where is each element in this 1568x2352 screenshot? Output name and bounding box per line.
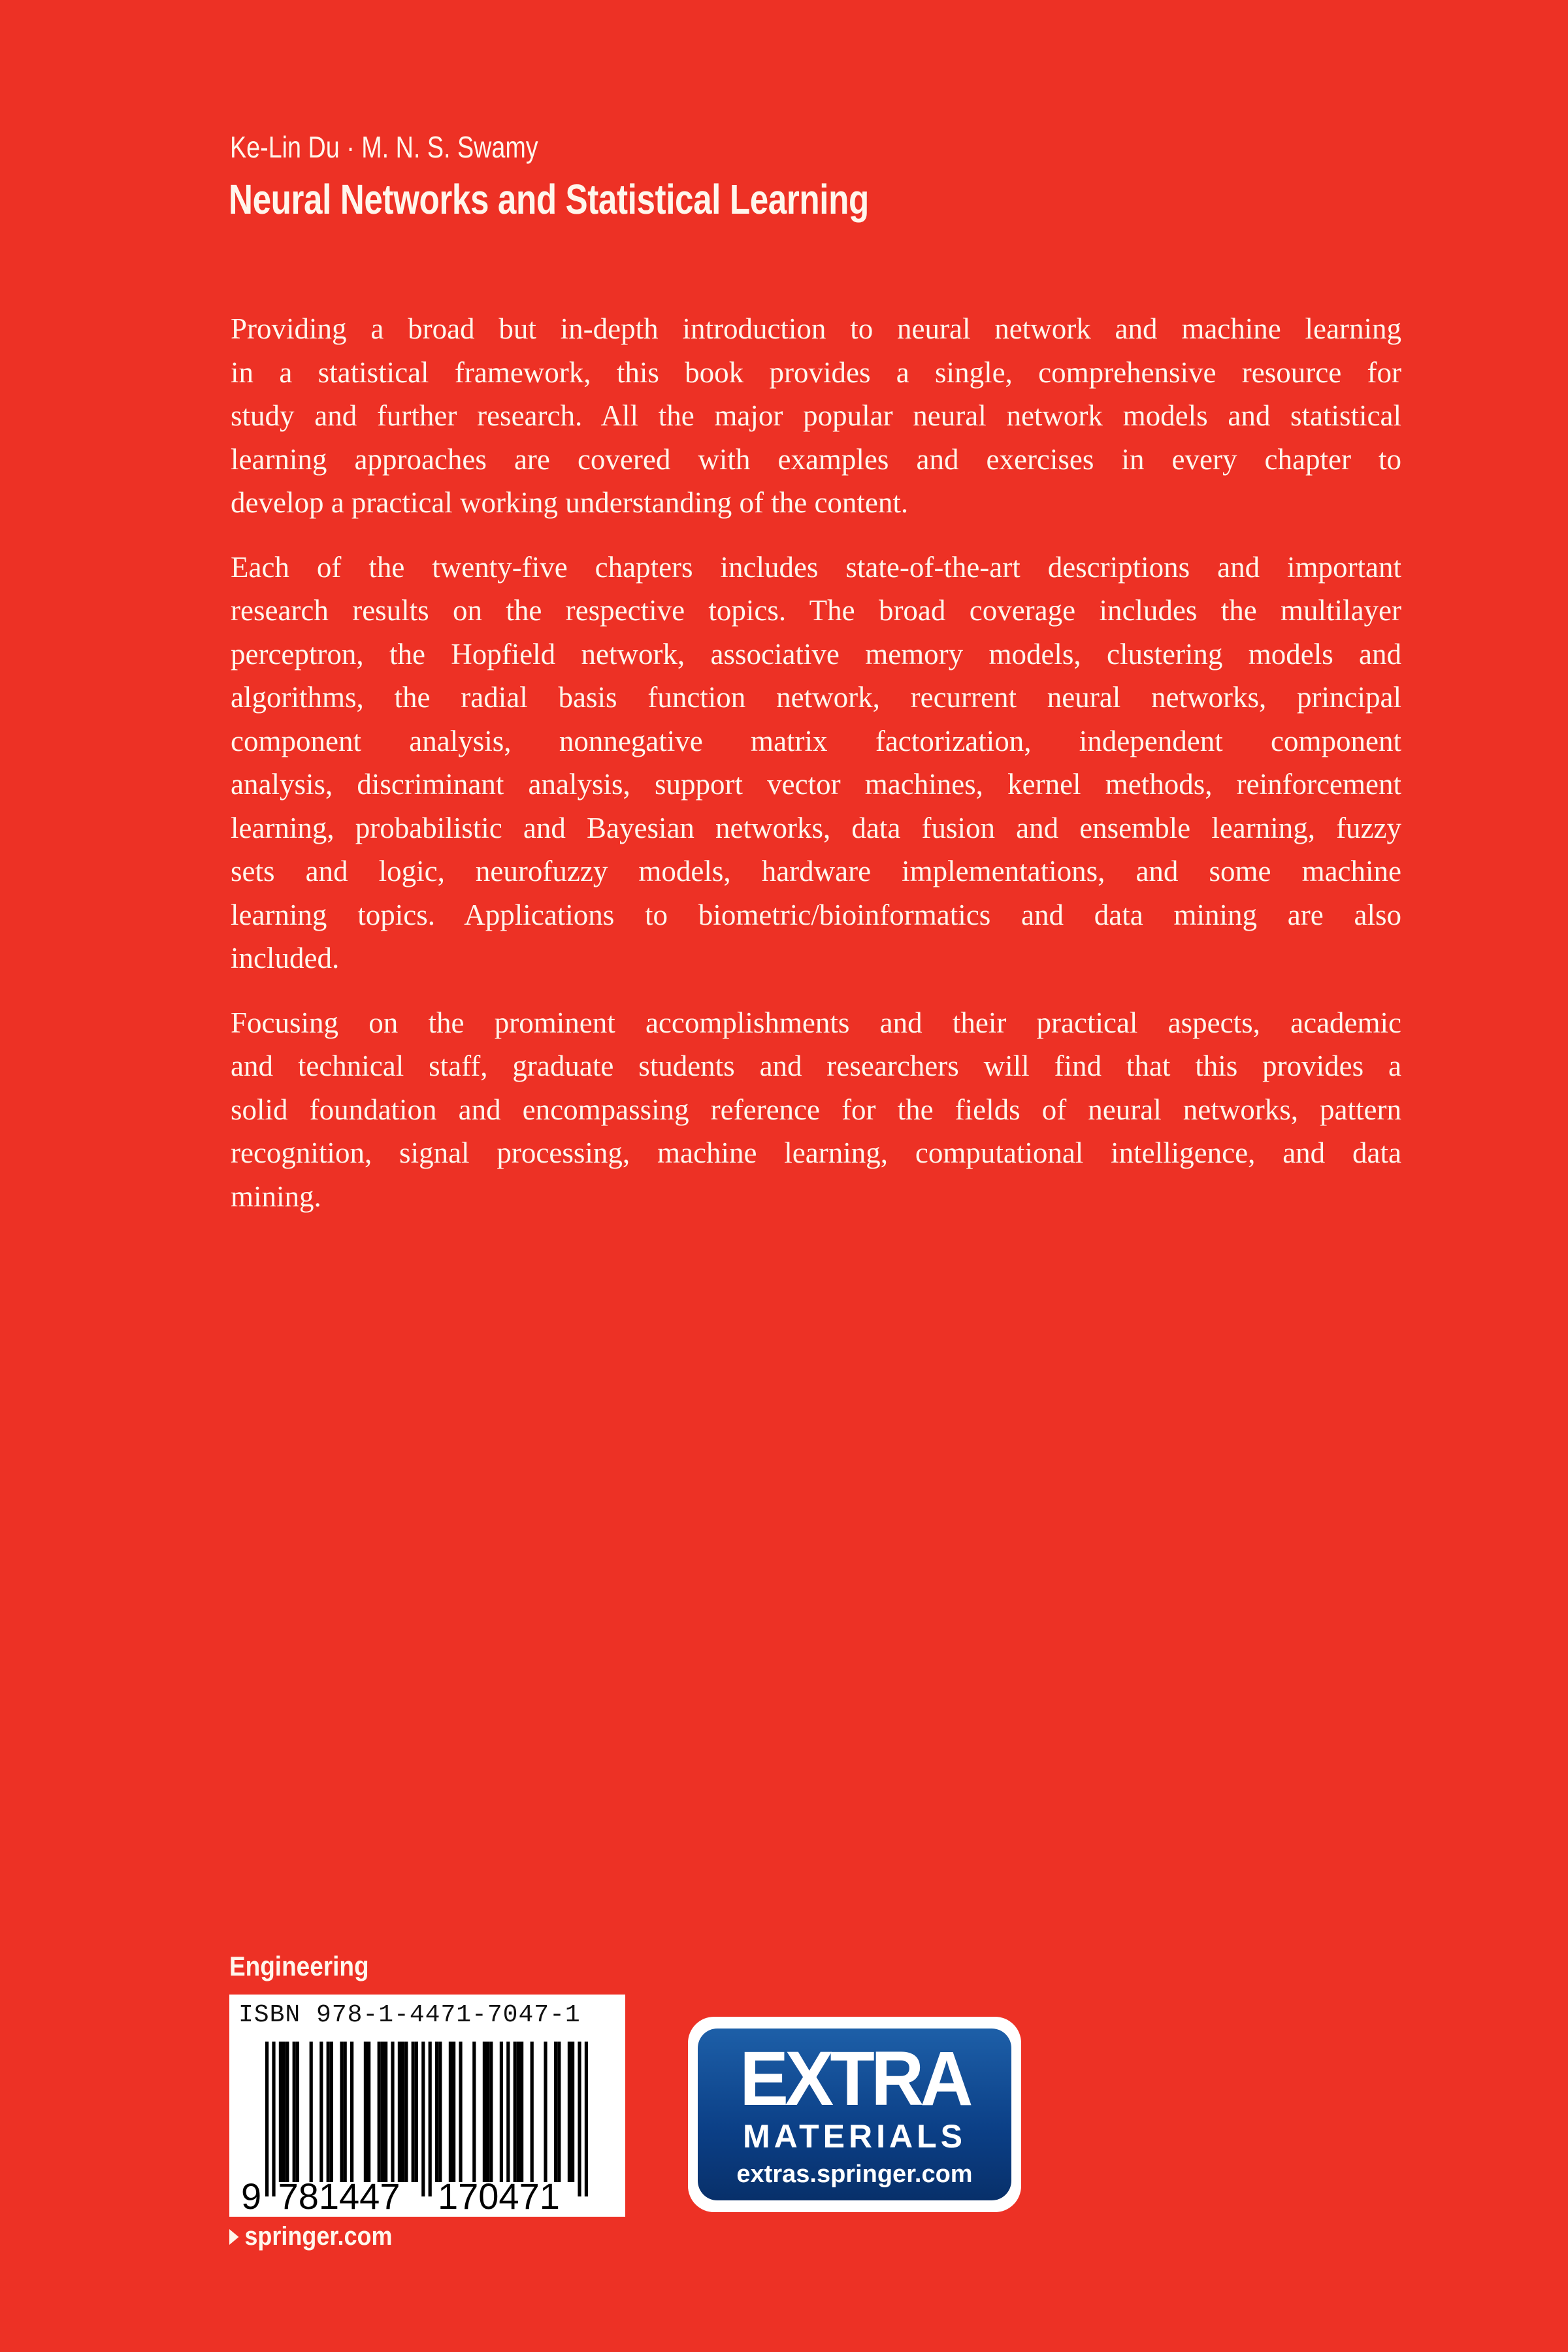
text-line: mining. [231, 1180, 321, 1213]
barcode-bar [391, 2042, 394, 2182]
barcode-bar [384, 2042, 387, 2182]
badge-extra: EXTRA [740, 2036, 970, 2122]
barcode-bar [421, 2042, 425, 2196]
barcode-digits: 9 [241, 2176, 262, 2217]
barcode-bar [415, 2042, 418, 2182]
text-line: study and further research. All the major popular neural network models and statistical [231, 399, 1401, 432]
authors: Ke-Lin Du · M. N. S. Swamy [230, 130, 538, 164]
barcode-bar [272, 2042, 275, 2196]
text-line: in a statistical framework, this book provides a single, comprehensive resource for [231, 356, 1401, 389]
barcode-bar [489, 2042, 493, 2182]
text-line: Providing a broad but in-depth introduction to neural network and machine learning [231, 312, 1401, 345]
barcode-bar [367, 2042, 370, 2182]
barcode-bar [429, 2042, 432, 2196]
barcode-bar [531, 2042, 534, 2182]
barcode-bar [585, 2042, 588, 2196]
barcode-bar [319, 2042, 323, 2182]
barcode-bar [265, 2042, 269, 2196]
barcode-bar [296, 2042, 299, 2182]
barcode-bar [282, 2042, 286, 2182]
barcode-bar [568, 2042, 571, 2182]
barcode-bar [412, 2042, 415, 2182]
text-line: learning, probabilistic and Bayesian networks, data fusion and ensemble learning, fuzzy [231, 811, 1401, 844]
barcode-bar [340, 2042, 343, 2182]
barcode-bar [571, 2042, 574, 2182]
barcode-bar [486, 2042, 489, 2182]
text-line: algorithms, the radial basis function network, recurrent neural networks, principal [231, 681, 1401, 714]
barcode-bar [452, 2042, 455, 2182]
barcode-bar [378, 2042, 381, 2182]
text-line: research results on the respective topics. The broad coverage includes the multilayer [231, 594, 1401, 627]
barcode-bar [438, 2042, 442, 2182]
barcode-bar [500, 2042, 503, 2182]
barcode-bar [401, 2042, 404, 2182]
barcode-digits: 170471 [438, 2176, 560, 2217]
barcode-bar [327, 2042, 330, 2182]
text-line: develop a practical working understanding of the content. [231, 486, 909, 519]
text-line: sets and logic, neurofuzzy models, hardware implementations, and some machine [231, 855, 1401, 887]
text-line: perceptron, the Hopfield network, associative memory models, clustering models and [231, 637, 1401, 671]
barcode-bar [279, 2042, 282, 2182]
barcode-bar [435, 2042, 438, 2182]
book-title: Neural Networks and Statistical Learning [229, 176, 869, 223]
barcode-bar [557, 2042, 561, 2182]
barcode-bar [398, 2042, 401, 2182]
publisher-link[interactable] [229, 2222, 392, 2251]
badge-materials: MATERIALS [743, 2118, 966, 2155]
category-label: Engineering [229, 1951, 369, 1981]
barcode-bar [404, 2042, 408, 2182]
barcode-digits: 781447 [278, 2176, 400, 2217]
barcode-bar [554, 2042, 557, 2182]
paragraph [231, 546, 1401, 980]
text-line: learning topics. Applications to biometric/bioinformatics and data mining are also [231, 898, 1401, 931]
barcode-bar [330, 2042, 333, 2182]
paragraph [231, 1001, 1401, 1219]
barcode-bar [286, 2042, 289, 2182]
text-line: Each of the twenty-five chapters includes state-of-the-art descriptions and important [231, 550, 1401, 584]
barcode-bar [350, 2042, 353, 2182]
barcode-bar [472, 2042, 476, 2182]
barcode-bar [310, 2042, 313, 2182]
badge-url: extras.springer.com [736, 2161, 973, 2188]
text-line: analysis, discriminant analysis, support vector machines, kernel methods, reinforcement [231, 768, 1401, 801]
barcode-bar [344, 2042, 347, 2182]
text-line: Focusing on the prominent accomplishments and their practical aspects, academic [231, 1006, 1401, 1039]
text-line: component analysis, nonnegative matrix factorization, independent component [231, 724, 1401, 757]
barcode-bar [381, 2042, 384, 2182]
barcode-bar [459, 2042, 462, 2182]
extra-materials-badge[interactable] [688, 2017, 1021, 2212]
barcode-bar [514, 2042, 517, 2182]
barcode-bar [483, 2042, 486, 2182]
barcode-bar [449, 2042, 452, 2182]
barcode-bar [506, 2042, 510, 2182]
barcode-bar [544, 2042, 547, 2182]
text-line: solid foundation and encompassing reference for the fields of neural networks, pattern [231, 1093, 1401, 1126]
barcode-bar [520, 2042, 523, 2182]
text-line: included. [231, 942, 340, 974]
arrow-right-icon [229, 2229, 238, 2245]
barcode-bar [578, 2042, 581, 2196]
text-line: learning approaches are covered with examples and exercises in every chapter to [231, 442, 1401, 476]
barcode-bar [364, 2042, 367, 2182]
text-line: and technical staff, graduate students and researchers will find that this provides a [231, 1050, 1401, 1082]
isbn-label: ISBN 978-1-4471-7047-1 [238, 2001, 581, 2029]
text-line: recognition, signal processing, machine learning, computational intelligence, and data [231, 1136, 1401, 1169]
isbn-barcode [229, 1995, 625, 2217]
barcode-bar [293, 2042, 296, 2182]
barcode-bar [517, 2042, 520, 2182]
paragraph [231, 307, 1401, 525]
description [231, 307, 1401, 1239]
publisher-link-text: springer.com [244, 2222, 393, 2251]
